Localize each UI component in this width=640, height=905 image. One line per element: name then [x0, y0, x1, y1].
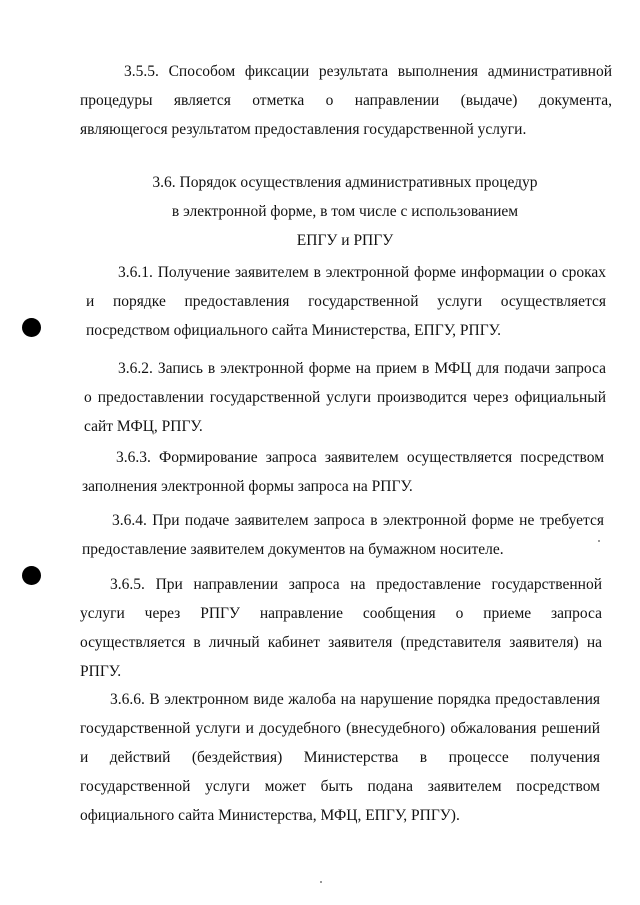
paragraph-line: 3.6.1. Получение заявителем в электронной форме информации о сроках: [118, 264, 606, 281]
paragraph-line: процедуры является отметка о направлении (выдаче) документа,: [80, 92, 612, 109]
paragraph-line: и действий (бездействия) Министерства в процессе получения: [80, 749, 600, 766]
paragraph-line: официального сайта Министерства, МФЦ, ЕПГУ, РПГУ).: [80, 807, 460, 824]
punch-hole-bottom: [22, 566, 41, 585]
paragraph-line: 3.6.5. При направлении запроса на предоставление государственной: [110, 576, 602, 593]
paragraph-3-6-6: [80, 685, 600, 830]
paragraph-line: государственной услуги и досудебного (внесудебного) обжалования решений: [80, 720, 600, 737]
heading-line: 3.6. Порядок осуществления административных процедур: [152, 174, 538, 191]
scan-speck: [320, 881, 322, 883]
paragraph-line: 3.5.5. Способом фиксации результата выполнения административной: [124, 63, 612, 80]
paragraph-line: услуги через РПГУ направление сообщения о приеме запроса: [80, 605, 602, 622]
paragraph-line: о предоставлении государственной услуги производится через официальный: [84, 389, 606, 406]
paragraph-3-6-2: [84, 354, 606, 441]
paragraph-line: 3.6.6. В электронном виде жалоба на нарушение порядка предоставления: [110, 691, 600, 708]
paragraph-line: предоставление заявителем документов на бумажном носителе.: [82, 541, 504, 558]
paragraph-3-6-3: [82, 443, 604, 501]
paragraph-line: 3.6.3. Формирование запроса заявителем осуществляется посредством: [116, 449, 604, 466]
paragraph-line: государственной услуги может быть подана заявителем посредством: [80, 778, 600, 795]
paragraph-line: и порядке предоставления государственной услуги осуществляется: [86, 293, 606, 310]
punch-hole-top: [22, 318, 41, 337]
section-heading-3-6: [80, 168, 610, 255]
paragraph-line: РПГУ.: [80, 663, 122, 680]
heading-line: ЕПГУ и РПГУ: [296, 232, 394, 249]
paragraph-line: 3.6.4. При подаче заявителем запроса в электронной форме не требуется: [112, 512, 604, 529]
paragraph-line: являющегося результатом предоставления государственной услуги.: [80, 121, 527, 138]
heading-line: в электронной форме, в том числе с использованием: [171, 203, 519, 220]
paragraph-line: осуществляется в личный кабинет заявителя (представителя заявителя) на: [80, 634, 602, 651]
paragraph-3-6-4: [82, 506, 604, 564]
paragraph-line: 3.6.2. Запись в электронной форме на прием в МФЦ для подачи запроса: [118, 360, 606, 377]
paragraph-line: посредством официального сайта Министерства, ЕПГУ, РПГУ.: [86, 322, 501, 339]
paragraph-3-6-5: [80, 570, 602, 686]
paragraph-line: сайт МФЦ, РПГУ.: [84, 418, 203, 435]
paragraph-3-6-1: [86, 258, 606, 345]
paragraph-line: заполнения электронной формы запроса на РПГУ.: [82, 478, 413, 495]
paragraph-3-5-5: [80, 57, 612, 144]
